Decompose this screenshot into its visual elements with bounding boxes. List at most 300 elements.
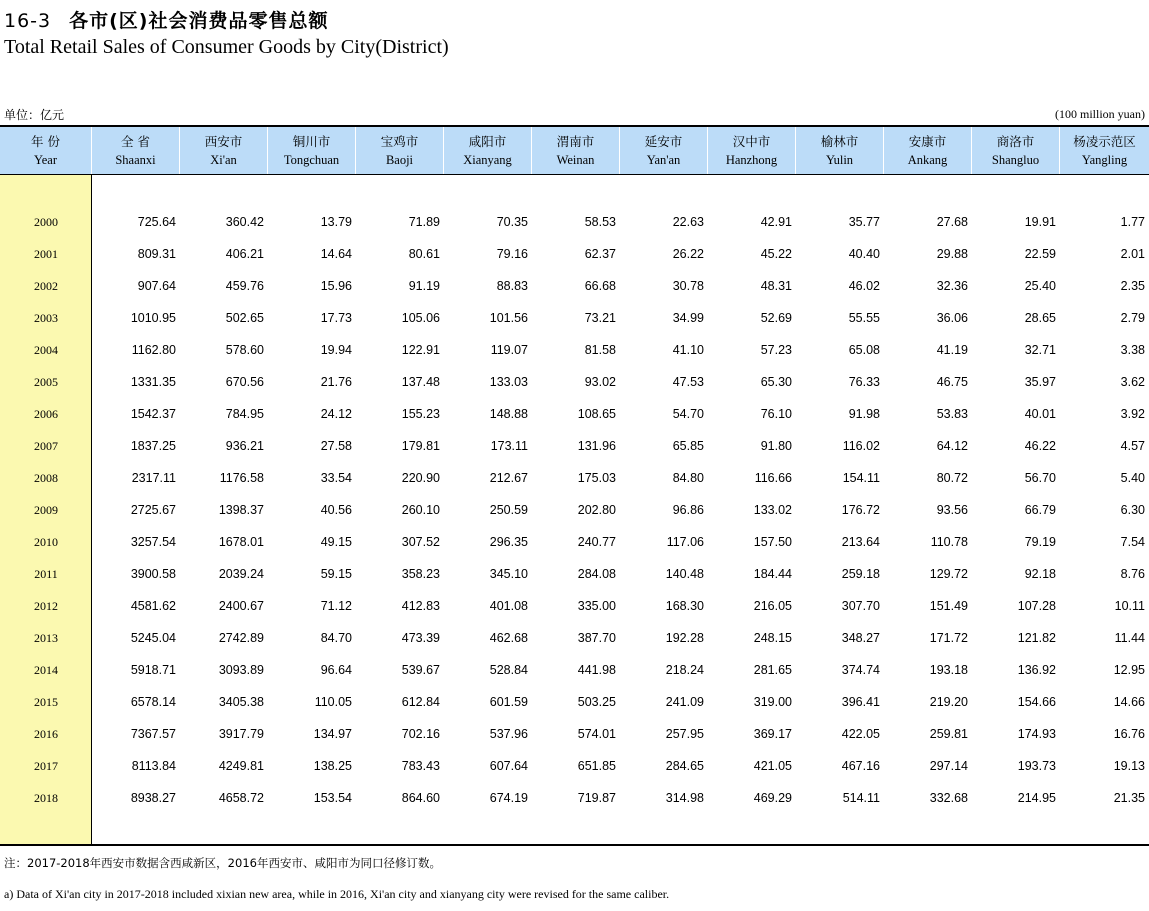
column-header-cn: 年 份 (31, 133, 60, 149)
value-cell: 34.99 (672, 311, 704, 325)
value-cell: 260.10 (401, 503, 440, 517)
value-cell: 1176.58 (219, 471, 264, 485)
value-cell: 7367.57 (130, 727, 176, 741)
value-cell: 24.12 (320, 407, 352, 421)
value-cell: 40.40 (848, 247, 880, 261)
column-header (532, 127, 620, 174)
column-header-en: Xianyang (463, 152, 512, 167)
value-cell: 6.30 (1120, 503, 1145, 517)
value-cell: 134.97 (313, 727, 352, 741)
value-cell: 193.18 (929, 663, 968, 677)
column-header (884, 127, 972, 174)
value-cell: 16.76 (1113, 727, 1145, 741)
value-cell: 241.09 (665, 695, 704, 709)
value-cell: 33.54 (320, 471, 352, 485)
value-cell: 537.96 (489, 727, 528, 741)
value-cell: 21.35 (1113, 791, 1145, 805)
value-cell: 155.23 (401, 407, 440, 421)
value-cell: 4581.62 (130, 599, 176, 613)
value-cell: 62.37 (584, 247, 616, 261)
value-cell: 21.76 (320, 375, 352, 389)
value-cell: 174.93 (1017, 727, 1056, 741)
value-cell: 13.79 (320, 215, 352, 229)
value-cell: 84.70 (320, 631, 352, 645)
year-cell: 2016 (34, 726, 58, 741)
column-header (92, 127, 180, 174)
value-cell: 46.02 (848, 279, 880, 293)
footnote-en: a) Data of Xi'an city in 2017-2018 included xixian new area, while in 2016, Xi'an city and xianyang city were revised for the same caliber. (4, 887, 670, 901)
value-cell: 192.28 (665, 631, 704, 645)
year-cell: 2014 (34, 662, 58, 677)
value-cell: 66.68 (584, 279, 616, 293)
value-cell: 14.66 (1113, 695, 1145, 709)
year-cell: 2010 (34, 534, 58, 549)
value-cell: 502.65 (225, 311, 264, 325)
column-header-en: Yan'an (646, 152, 681, 167)
value-cell: 2725.67 (130, 503, 176, 517)
value-cell: 93.56 (936, 503, 968, 517)
value-cell: 80.72 (936, 471, 968, 485)
value-cell: 58.53 (584, 215, 616, 229)
value-cell: 248.15 (753, 631, 792, 645)
value-cell: 514.11 (842, 791, 880, 805)
value-cell: 2317.11 (131, 471, 176, 485)
value-cell: 133.03 (489, 375, 528, 389)
value-cell: 809.31 (137, 247, 176, 261)
year-cell: 2007 (34, 438, 58, 453)
value-cell: 307.52 (401, 535, 440, 549)
value-cell: 2039.24 (218, 567, 264, 581)
value-cell: 3257.54 (130, 535, 176, 549)
value-cell: 3.92 (1120, 407, 1145, 421)
value-cell: 607.64 (489, 759, 528, 773)
value-cell: 65.30 (760, 375, 792, 389)
value-cell: 76.10 (760, 407, 792, 421)
value-cell: 176.72 (841, 503, 880, 517)
value-cell: 71.12 (320, 599, 352, 613)
table-bottom-rule (0, 844, 1149, 846)
value-cell: 214.95 (1017, 791, 1056, 805)
value-cell: 719.87 (577, 791, 616, 805)
value-cell: 19.91 (1024, 215, 1056, 229)
value-cell: 387.70 (577, 631, 616, 645)
table-row (0, 622, 1149, 654)
value-cell: 240.77 (577, 535, 616, 549)
value-cell: 49.15 (320, 535, 352, 549)
value-cell: 441.98 (577, 663, 616, 677)
value-cell: 171.72 (929, 631, 968, 645)
value-cell: 864.60 (401, 791, 440, 805)
value-cell: 257.95 (665, 727, 704, 741)
column-header (708, 127, 796, 174)
table-row (0, 206, 1149, 238)
value-cell: 40.01 (1024, 407, 1056, 421)
year-cell: 2003 (34, 310, 58, 325)
value-cell: 213.64 (841, 535, 880, 549)
value-cell: 7.54 (1120, 535, 1145, 549)
column-header-en: Yangling (1081, 152, 1128, 167)
value-cell: 151.49 (929, 599, 968, 613)
column-header (356, 127, 444, 174)
year-cell: 2008 (34, 470, 58, 485)
value-cell: 32.36 (936, 279, 968, 293)
value-cell: 259.81 (929, 727, 968, 741)
value-cell: 459.76 (225, 279, 264, 293)
value-cell: 101.56 (489, 311, 528, 325)
table-row (0, 558, 1149, 590)
value-cell: 36.06 (936, 311, 968, 325)
value-cell: 148.88 (489, 407, 528, 421)
value-cell: 4.57 (1120, 439, 1145, 453)
value-cell: 578.60 (225, 343, 264, 357)
value-cell: 71.89 (408, 215, 440, 229)
column-header (180, 127, 268, 174)
column-header-en: Ankang (907, 152, 948, 167)
value-cell: 651.85 (577, 759, 616, 773)
value-cell: 121.82 (1017, 631, 1056, 645)
value-cell: 129.72 (929, 567, 968, 581)
value-cell: 2.79 (1120, 311, 1145, 325)
value-cell: 88.83 (496, 279, 528, 293)
year-cell: 2013 (34, 630, 58, 645)
value-cell: 65.08 (848, 343, 880, 357)
value-cell: 84.80 (672, 471, 704, 485)
year-cell: 2006 (34, 406, 58, 421)
value-cell: 138.25 (313, 759, 352, 773)
column-header-cn: 全 省 (121, 133, 150, 149)
table-row (0, 494, 1149, 526)
value-cell: 473.39 (401, 631, 440, 645)
value-cell: 92.18 (1024, 567, 1056, 581)
value-cell: 41.10 (672, 343, 704, 357)
value-cell: 5.40 (1120, 471, 1145, 485)
value-cell: 107.28 (1017, 599, 1056, 613)
value-cell: 936.21 (225, 439, 264, 453)
value-cell: 76.33 (848, 375, 880, 389)
value-cell: 57.23 (760, 343, 792, 357)
value-cell: 284.65 (665, 759, 704, 773)
value-cell: 220.90 (401, 471, 440, 485)
value-cell: 1398.37 (218, 503, 264, 517)
header-bottom-rule (0, 174, 1149, 175)
year-cell: 2004 (34, 342, 58, 357)
table-row (0, 462, 1149, 494)
value-cell: 250.59 (489, 503, 528, 517)
value-cell: 3900.58 (130, 567, 176, 581)
value-cell: 25.40 (1024, 279, 1056, 293)
value-cell: 406.21 (225, 247, 264, 261)
value-cell: 670.56 (225, 375, 264, 389)
value-cell: 202.80 (577, 503, 616, 517)
column-header-cn: 铜川市 (292, 133, 331, 149)
value-cell: 503.25 (577, 695, 616, 709)
value-cell: 360.42 (225, 215, 264, 229)
value-cell: 462.68 (489, 631, 528, 645)
value-cell: 314.98 (665, 791, 704, 805)
value-cell: 27.68 (936, 215, 968, 229)
value-cell: 4249.81 (218, 759, 264, 773)
column-header-cn: 渭南市 (556, 133, 595, 149)
column-header-cn: 延安市 (644, 133, 683, 149)
table-header (0, 127, 1149, 174)
value-cell: 46.75 (936, 375, 968, 389)
table-row (0, 302, 1149, 334)
value-cell: 40.56 (320, 503, 352, 517)
value-cell: 674.19 (489, 791, 528, 805)
value-cell: 1542.37 (130, 407, 176, 421)
value-cell: 296.35 (489, 535, 528, 549)
value-cell: 219.20 (929, 695, 968, 709)
value-cell: 52.69 (760, 311, 792, 325)
value-cell: 5245.04 (130, 631, 176, 645)
value-cell: 369.17 (753, 727, 792, 741)
value-cell: 70.35 (496, 215, 528, 229)
value-cell: 119.07 (490, 343, 528, 357)
value-cell: 4658.72 (218, 791, 264, 805)
column-header-cn: 咸阳市 (468, 133, 507, 149)
value-cell: 422.05 (841, 727, 880, 741)
value-cell: 1331.35 (130, 375, 176, 389)
year-cell: 2000 (34, 214, 58, 229)
year-cell: 2012 (34, 598, 58, 613)
value-cell: 65.85 (672, 439, 704, 453)
column-header-en: Shangluo (991, 152, 1040, 167)
value-cell: 64.12 (936, 439, 968, 453)
value-cell: 93.02 (584, 375, 616, 389)
value-cell: 3.62 (1120, 375, 1145, 389)
value-cell: 8113.84 (131, 759, 176, 773)
value-cell: 26.22 (672, 247, 704, 261)
column-header-cn: 安康市 (908, 133, 947, 149)
value-cell: 14.64 (320, 247, 352, 261)
value-cell: 108.65 (577, 407, 616, 421)
value-cell: 79.19 (1024, 535, 1056, 549)
value-cell: 345.10 (489, 567, 528, 581)
column-header (1060, 127, 1149, 174)
value-cell: 42.91 (760, 215, 792, 229)
value-cell: 27.58 (320, 439, 352, 453)
value-cell: 725.64 (137, 215, 176, 229)
value-cell: 117.06 (666, 535, 704, 549)
value-cell: 22.59 (1024, 247, 1056, 261)
value-cell: 48.31 (760, 279, 792, 293)
value-cell: 173.11 (490, 439, 528, 453)
value-cell: 8.76 (1120, 567, 1145, 581)
table-row (0, 398, 1149, 430)
page-title-cn (4, 6, 329, 33)
value-cell: 348.27 (841, 631, 880, 645)
value-cell: 412.83 (401, 599, 440, 613)
table-number: 16-3 (4, 10, 52, 32)
value-cell: 702.16 (401, 727, 440, 741)
value-cell: 784.95 (225, 407, 264, 421)
value-cell: 19.13 (1113, 759, 1145, 773)
value-cell: 469.29 (753, 791, 792, 805)
year-cell: 2005 (34, 374, 58, 389)
value-cell: 66.79 (1024, 503, 1056, 517)
value-cell: 319.00 (753, 695, 792, 709)
value-cell: 91.98 (848, 407, 880, 421)
value-cell: 528.84 (489, 663, 528, 677)
value-cell: 55.55 (848, 311, 880, 325)
value-cell: 17.73 (320, 311, 352, 325)
value-cell: 374.74 (841, 663, 880, 677)
column-header-en: Year (33, 152, 58, 167)
value-cell: 91.19 (408, 279, 440, 293)
value-cell: 105.06 (401, 311, 440, 325)
column-header-en: Weinan (556, 152, 595, 167)
year-cell: 2011 (34, 566, 58, 581)
value-cell: 335.00 (577, 599, 616, 613)
column-header-cn: 商洛市 (996, 133, 1035, 149)
value-cell: 601.59 (489, 695, 528, 709)
value-cell: 157.50 (753, 535, 792, 549)
value-cell: 358.23 (401, 567, 440, 581)
value-cell: 332.68 (929, 791, 968, 805)
year-cell: 2002 (34, 278, 58, 293)
column-header (268, 127, 356, 174)
value-cell: 30.78 (672, 279, 704, 293)
value-cell: 79.16 (496, 247, 528, 261)
value-cell: 1010.95 (130, 311, 176, 325)
column-header-en: Tongchuan (283, 152, 340, 167)
value-cell: 46.22 (1024, 439, 1056, 453)
year-cell: 2015 (34, 694, 58, 709)
value-cell: 216.05 (753, 599, 792, 613)
table-row (0, 366, 1149, 398)
value-cell: 136.92 (1017, 663, 1056, 677)
value-cell: 47.53 (672, 375, 704, 389)
value-cell: 32.71 (1024, 343, 1056, 357)
column-header-en: Xi'an (210, 152, 237, 167)
value-cell: 96.64 (320, 663, 352, 677)
value-cell: 29.88 (936, 247, 968, 261)
value-cell: 59.15 (320, 567, 352, 581)
value-cell: 80.61 (408, 247, 440, 261)
value-cell: 1162.80 (131, 343, 176, 357)
column-header (972, 127, 1060, 174)
value-cell: 81.58 (584, 343, 616, 357)
page-title-en: Total Retail Sales of Consumer Goods by City(District) (4, 36, 449, 58)
value-cell: 19.94 (320, 343, 352, 357)
value-cell: 116.66 (754, 471, 792, 485)
value-cell: 1678.01 (218, 535, 264, 549)
value-cell: 41.19 (936, 343, 968, 357)
value-cell: 168.30 (665, 599, 704, 613)
value-cell: 110.78 (930, 535, 968, 549)
value-cell: 122.91 (401, 343, 440, 357)
column-header-en: Baoji (385, 152, 414, 167)
value-cell: 110.05 (314, 695, 352, 709)
column-header-en: Shaanxi (115, 152, 156, 167)
value-cell: 179.81 (401, 439, 440, 453)
value-cell: 35.77 (848, 215, 880, 229)
column-header-cn: 汉中市 (732, 133, 771, 149)
value-cell: 218.24 (665, 663, 704, 677)
table-row (0, 526, 1149, 558)
table-row (0, 238, 1149, 270)
value-cell: 2.35 (1120, 279, 1145, 293)
value-cell: 11.44 (1114, 631, 1145, 645)
value-cell: 133.02 (753, 503, 792, 517)
value-cell: 184.44 (753, 567, 792, 581)
value-cell: 2742.89 (218, 631, 264, 645)
value-cell: 401.08 (489, 599, 528, 613)
column-header-cn: 西安市 (204, 133, 243, 149)
column-header (620, 127, 708, 174)
value-cell: 3093.89 (218, 663, 264, 677)
value-cell: 5918.71 (130, 663, 176, 677)
table-row (0, 686, 1149, 718)
value-cell: 6578.14 (130, 695, 176, 709)
value-cell: 3917.79 (218, 727, 264, 741)
value-cell: 15.96 (320, 279, 352, 293)
table-row (0, 782, 1149, 814)
table-row (0, 430, 1149, 462)
value-cell: 284.08 (577, 567, 616, 581)
column-header-cn: 宝鸡市 (380, 133, 419, 149)
value-cell: 259.18 (841, 567, 880, 581)
table-row (0, 590, 1149, 622)
value-cell: 193.73 (1017, 759, 1056, 773)
table-row (0, 654, 1149, 686)
title-cn-text: 各市(区)社会消费品零售总额 (69, 10, 329, 32)
value-cell: 907.64 (137, 279, 176, 293)
column-header (444, 127, 532, 174)
value-cell: 396.41 (841, 695, 880, 709)
value-cell: 91.80 (760, 439, 792, 453)
value-cell: 10.11 (1114, 599, 1145, 613)
table-row (0, 270, 1149, 302)
year-cell: 2017 (34, 758, 58, 773)
value-cell: 297.14 (929, 759, 968, 773)
unit-label-cn: 单位：亿元 (4, 108, 65, 122)
value-cell: 131.96 (577, 439, 616, 453)
value-cell: 96.86 (672, 503, 704, 517)
unit-label-en: (100 million yuan) (1055, 107, 1145, 121)
column-header-cn: 榆林市 (820, 133, 859, 149)
value-cell: 3.38 (1120, 343, 1145, 357)
value-cell: 116.02 (842, 439, 880, 453)
year-cell: 2018 (34, 790, 58, 805)
year-cell: 2001 (34, 246, 58, 261)
value-cell: 35.97 (1024, 375, 1056, 389)
value-cell: 1837.25 (130, 439, 176, 453)
value-cell: 574.01 (577, 727, 616, 741)
value-cell: 783.43 (401, 759, 440, 773)
value-cell: 28.65 (1024, 311, 1056, 325)
column-header (0, 127, 92, 174)
value-cell: 2400.67 (218, 599, 264, 613)
value-cell: 1.77 (1120, 215, 1145, 229)
column-header (796, 127, 884, 174)
value-cell: 212.67 (489, 471, 528, 485)
value-cell: 56.70 (1024, 471, 1056, 485)
table-row (0, 750, 1149, 782)
column-header-en: Hanzhong (725, 152, 778, 167)
value-cell: 53.83 (936, 407, 968, 421)
value-cell: 281.65 (753, 663, 792, 677)
value-cell: 307.70 (841, 599, 880, 613)
value-cell: 154.11 (842, 471, 880, 485)
value-cell: 140.48 (665, 567, 704, 581)
value-cell: 137.48 (401, 375, 440, 389)
value-cell: 421.05 (753, 759, 792, 773)
value-cell: 22.63 (672, 215, 704, 229)
column-header-cn: 杨凌示范区 (1073, 133, 1136, 149)
year-cell: 2009 (34, 502, 58, 517)
value-cell: 154.66 (1017, 695, 1056, 709)
